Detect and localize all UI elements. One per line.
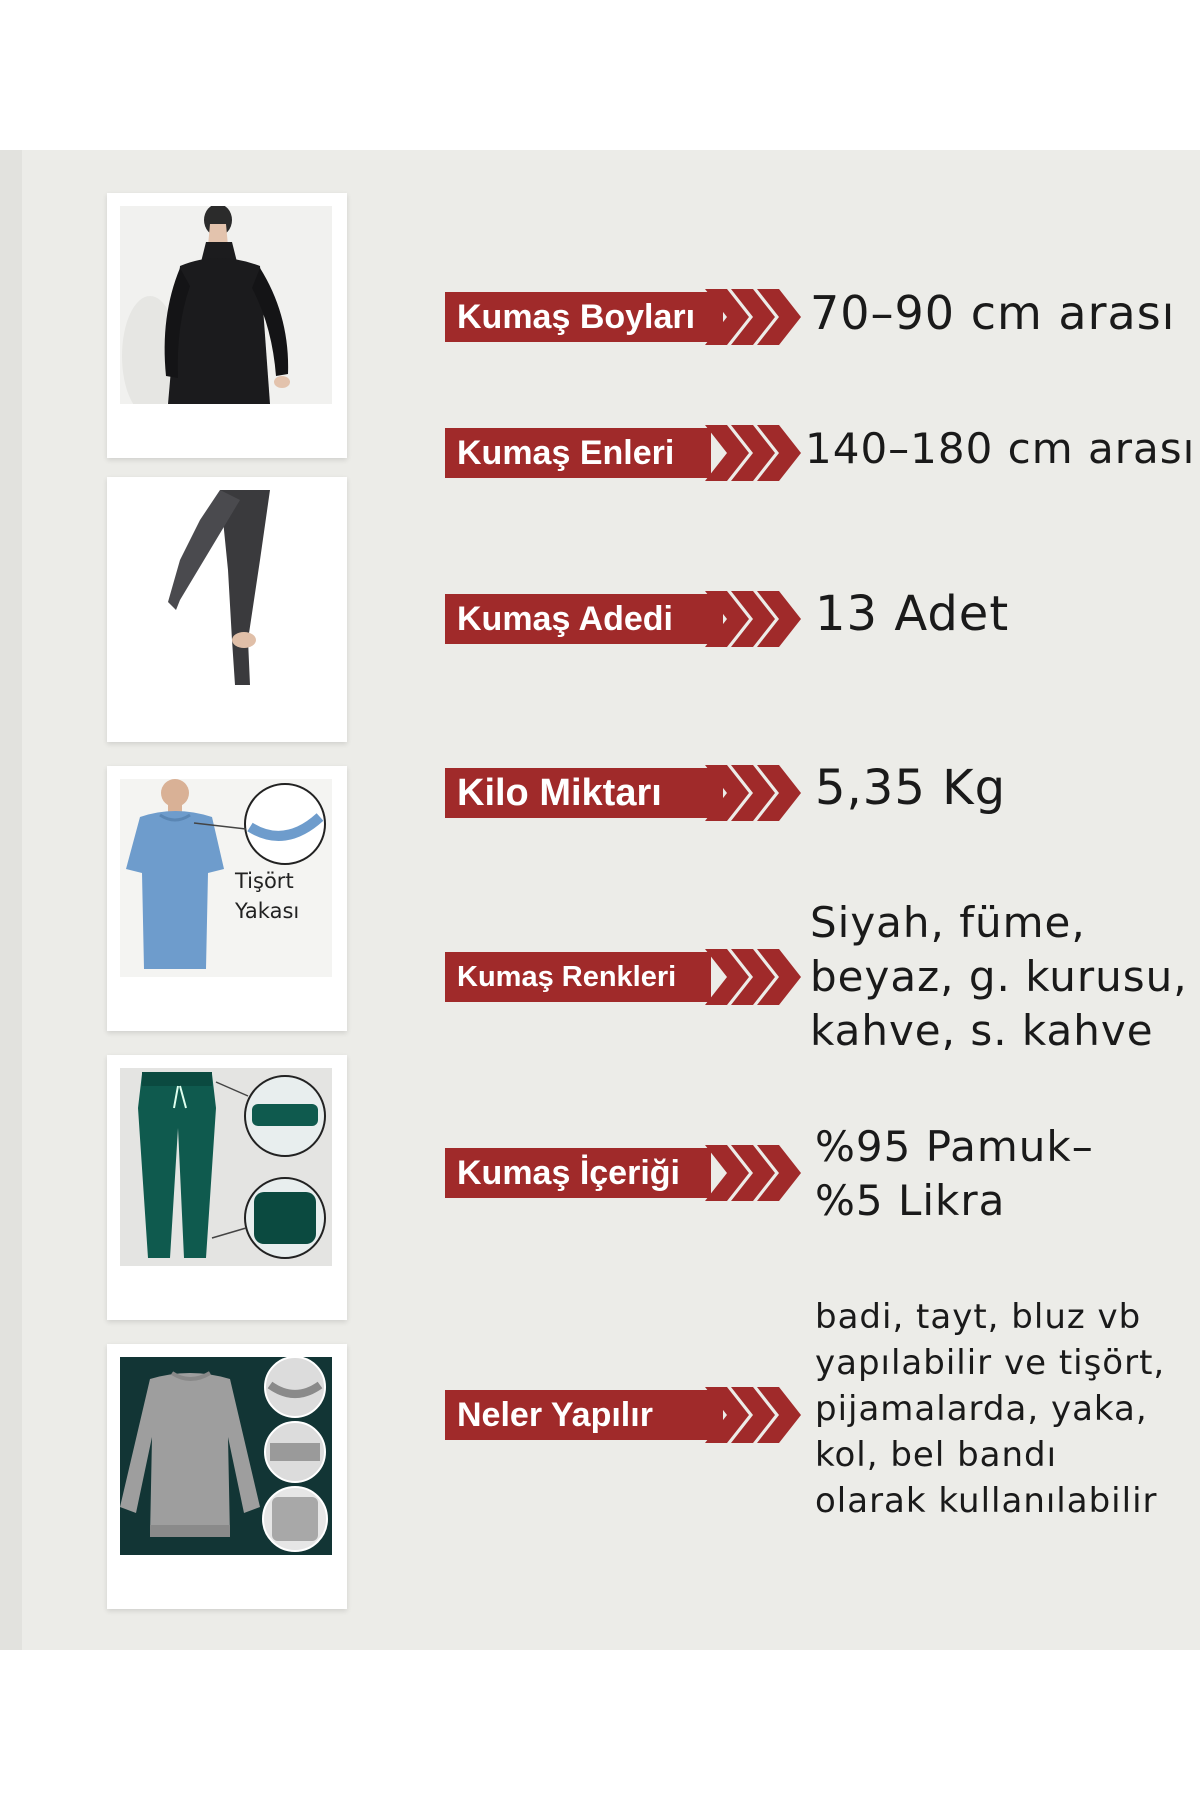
spec-value: 5,35 Kg — [815, 760, 1007, 816]
value-line: %95 Pamuk– — [815, 1122, 1094, 1171]
spec-label: Kumaş Renkleri — [445, 952, 711, 1002]
photo-card-2 — [107, 477, 347, 742]
green-joggers-photo — [120, 1068, 332, 1266]
value-line: yapılabilir ve tişört, — [815, 1343, 1166, 1383]
grey-leggings-photo — [120, 490, 332, 688]
photo-card-4 — [107, 1055, 347, 1320]
value-line: Siyah, füme, — [810, 898, 1086, 947]
value-line: badi, tayt, bluz vb — [815, 1297, 1142, 1337]
value-line: %5 Likra — [815, 1176, 1006, 1225]
spec-value: 140–180 cm arası — [805, 424, 1196, 473]
triple-chevron-icon — [705, 1387, 805, 1443]
triple-chevron-icon — [705, 765, 805, 821]
spec-label: Kilo Miktarı — [445, 768, 723, 818]
value-line: olarak kullanılabilir — [815, 1481, 1158, 1521]
spec-label: Kumaş Adedi — [445, 594, 723, 644]
caption-line-2: Yakası — [235, 899, 300, 923]
spec-value — [815, 1120, 1094, 1228]
value-line: kahve, s. kahve — [810, 1006, 1154, 1055]
tshirt-collar-caption — [235, 866, 299, 926]
spec-value — [810, 896, 1188, 1058]
photo-card-3 — [107, 766, 347, 1031]
triple-chevron-icon — [705, 289, 805, 345]
black-turtleneck-photo — [120, 206, 332, 404]
spec-value: 70–90 cm arası — [810, 286, 1176, 340]
triple-chevron-icon — [705, 949, 805, 1005]
spec-label: Kumaş Enleri — [445, 428, 711, 478]
triple-chevron-icon — [705, 591, 805, 647]
spec-label: Kumaş İçeriği — [445, 1148, 711, 1198]
spec-label: Neler Yapılır — [445, 1390, 723, 1440]
blue-tshirt-photo — [120, 779, 332, 977]
photo-card-1 — [107, 193, 347, 458]
spec-value: 13 Adet — [815, 586, 1010, 642]
spec-label: Kumaş Boyları — [445, 292, 723, 342]
value-line: kol, bel bandı — [815, 1435, 1058, 1475]
grey-sweatshirt-photo — [120, 1357, 332, 1555]
caption-line-1: Tişört — [235, 869, 294, 893]
triple-chevron-icon — [705, 425, 805, 481]
spec-value — [815, 1294, 1165, 1524]
value-line: beyaz, g. kurusu, — [810, 952, 1188, 1001]
value-line: pijamalarda, yaka, — [815, 1389, 1148, 1429]
photo-card-5 — [107, 1344, 347, 1609]
triple-chevron-icon — [705, 1145, 805, 1201]
